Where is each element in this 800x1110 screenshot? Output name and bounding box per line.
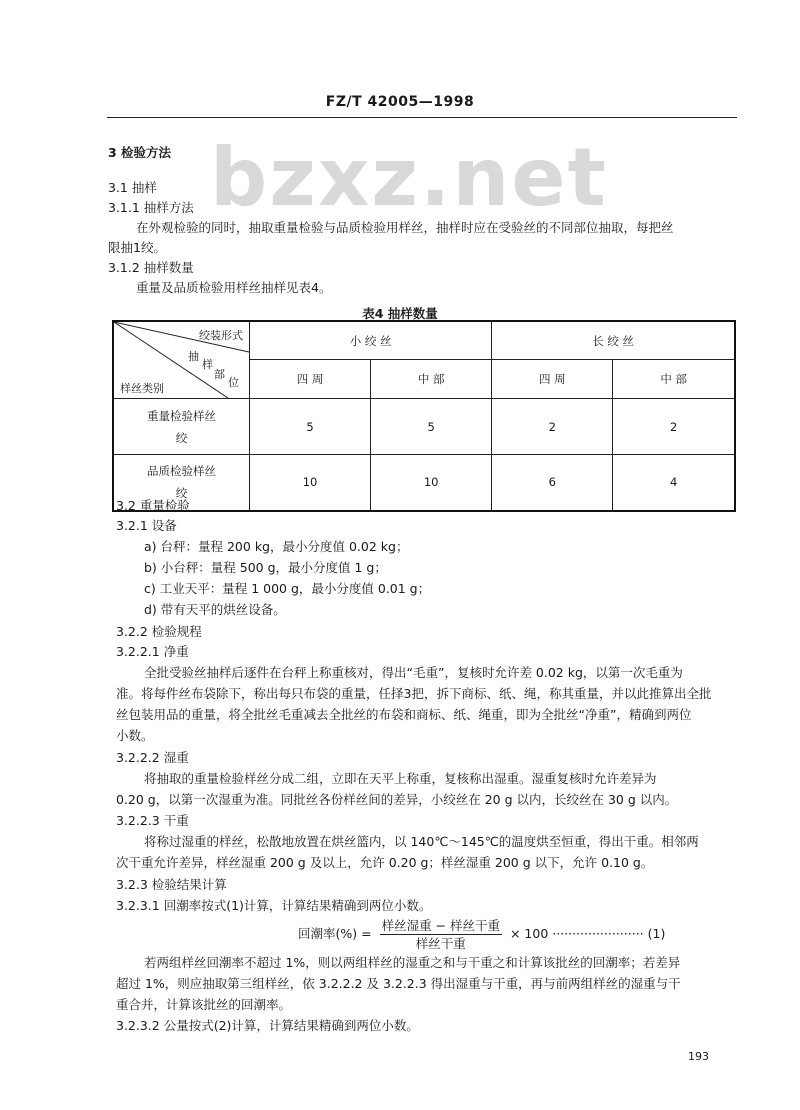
- subcol-header: 四 周: [492, 360, 613, 399]
- paragraph-line: 小数。: [116, 728, 154, 743]
- header-rule: [107, 117, 737, 118]
- section-3-1-1-title: 3.1.1 抽样方法: [108, 200, 194, 215]
- corner-label-char: 样: [202, 358, 213, 371]
- section-3-1-title: 3.1 抽样: [108, 180, 157, 195]
- paragraph-line: 丝包装用品的重量，将全批丝毛重减去全批丝的布袋和商标、纸、绳重，即为全批丝“净重”，精确到两位: [116, 707, 692, 722]
- formula-lhs: 回潮率(%) =: [298, 926, 372, 941]
- equipment-item: d) 带有天平的烘丝设备。: [144, 602, 286, 617]
- section-3-2-2-1-title: 3.2.2.1 净重: [116, 644, 189, 659]
- section-3-1-2-title: 3.1.2 抽样数量: [108, 260, 194, 275]
- corner-label-form: 绞装形式: [199, 329, 243, 342]
- paragraph-line: 将抽取的重量检验样丝分成二组，立即在天平上称重，复核称出湿重。湿重复核时允许差异为: [144, 771, 657, 786]
- formula-tail: × 100 ······················· (1): [509, 926, 666, 941]
- corner-label-char: 部: [214, 368, 225, 381]
- table-cell: 2: [492, 399, 613, 455]
- row-label-unit: 绞: [175, 430, 188, 445]
- table-cell: 6: [492, 455, 613, 511]
- standard-number-header: FZ/T 42005—1998: [325, 94, 475, 110]
- subcol-header: 中 部: [613, 360, 735, 399]
- table-cell: 10: [371, 455, 492, 511]
- subcol-header: 四 周: [250, 360, 371, 399]
- equipment-item: b) 小台秤：量程 500 g，最小分度值 1 g；: [144, 560, 387, 575]
- paragraph-line: 全批受验丝抽样后逐件在台秤上称重核对，得出“毛重”，复核时允许差 0.02 kg，以第一次毛重为: [144, 665, 683, 680]
- formula-1: [298, 918, 665, 951]
- section-3-2-2-title: 3.2.2 检验规程: [116, 624, 202, 639]
- corner-label-category: 样丝类别: [120, 382, 164, 395]
- paragraph-line: 超过 1%，则应抽取第三组样丝，依 3.2.2.2 及 3.2.2.3 得出湿重与干重，再与前两组样丝的湿重与干: [116, 976, 681, 991]
- corner-label-char: 抽: [188, 350, 199, 363]
- equipment-item: c) 工业天平：量程 1 000 g，最小分度值 0.01 g；: [144, 581, 431, 596]
- row-label-main: 重量检验样丝: [147, 408, 216, 423]
- row-label-main: 品质检验样丝: [147, 464, 216, 479]
- paragraph-line: 在外观检验的同时，抽取重量检验与品质检验用样丝，抽样时应在受验丝的不同部位抽取，每把丝: [136, 220, 674, 235]
- row-label-unit: 绞: [175, 486, 188, 501]
- table-4-caption: 表4 抽样数量: [362, 306, 438, 321]
- table-row: [113, 399, 735, 455]
- table-row: [113, 455, 735, 511]
- section-3-2-1-title: 3.2.1 设备: [116, 518, 177, 533]
- formula-denominator: 样丝干重: [415, 936, 466, 951]
- section-3-2-3-1-title: 3.2.3.1 回潮率按式(1)计算，计算结果精确到两位小数。: [116, 898, 432, 913]
- section-3-2-3-2-title: 3.2.3.2 公量按式(2)计算，计算结果精确到两位小数。: [116, 1018, 419, 1033]
- section-3-title: 3 检验方法: [108, 145, 172, 160]
- table-cell: 5: [250, 399, 371, 455]
- formula-numerator: 样丝湿重 − 样丝干重: [381, 918, 500, 933]
- paragraph-line: 次干重允许差异，样丝湿重 200 g 及以上，允许 0.20 g；样丝湿重 200 g 以下，允许 0.10 g。: [116, 855, 654, 870]
- paragraph-line: 0.20 g，以第一次湿重为准。同批丝各份样丝间的差异，小绞丝在 20 g 以内，长绞丝在 30 g 以内。: [116, 792, 678, 807]
- table-cell: 10: [250, 455, 371, 511]
- group-header-small-skein: 小 绞 丝: [250, 321, 492, 360]
- equipment-item: a) 台秤：量程 200 kg，最小分度值 0.02 kg；: [144, 539, 409, 554]
- paragraph-line: 重合并，计算该批丝的回潮率。: [116, 997, 292, 1012]
- formula-fraction: [380, 918, 502, 951]
- page-number: 193: [688, 1050, 709, 1063]
- section-3-2-3-title: 3.2.3 检验结果计算: [116, 877, 227, 892]
- subcol-header: 中 部: [371, 360, 492, 399]
- section-3-2-2-2-title: 3.2.2.2 湿重: [116, 750, 189, 765]
- table-cell: 5: [371, 399, 492, 455]
- paragraph-line: 重量及品质检验用样丝抽样见表4。: [136, 280, 332, 295]
- corner-label-char: 位: [228, 376, 239, 389]
- table-cell: 4: [613, 455, 735, 511]
- paragraph-line: 若两组样丝回潮率不超过 1%，则以两组样丝的湿重之和与干重之和计算该批丝的回潮率；若差异: [144, 955, 681, 970]
- section-3-2-title: 3.2 重量检验: [116, 498, 190, 513]
- table-4-sampling-quantity: [112, 320, 736, 512]
- table-corner-header: [113, 321, 250, 399]
- row-label: [113, 399, 250, 455]
- section-3-2-2-3-title: 3.2.2.3 干重: [116, 813, 189, 828]
- paragraph-line: 准。将每件丝布袋除下，称出每只布袋的重量，任择3把，拆下商标、纸、绳，称其重量，并以此推算出全批: [116, 686, 712, 701]
- paragraph-line: 限抽1绞。: [108, 240, 166, 255]
- watermark: bzxz.net: [210, 131, 608, 224]
- group-header-long-skein: 长 绞 丝: [492, 321, 735, 360]
- table-cell: 2: [613, 399, 735, 455]
- paragraph-line: 将称过湿重的样丝，松散地放置在烘丝篮内，以 140℃～145℃的温度烘至恒重，得出干重。相邻两: [144, 834, 699, 849]
